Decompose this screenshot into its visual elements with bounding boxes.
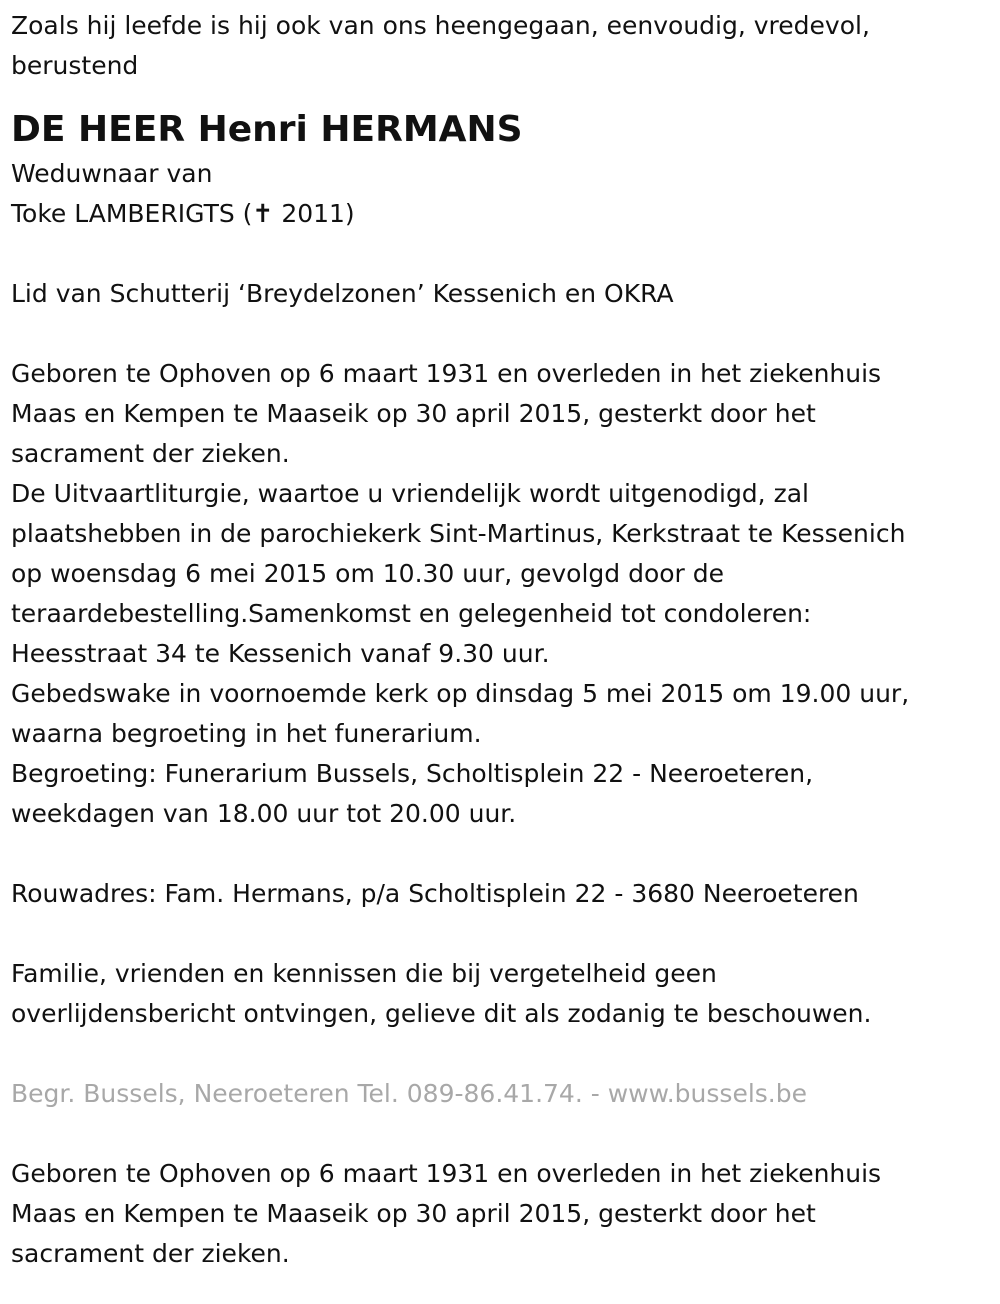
widower-line-2: Toke LAMBERIGTS (✝ 2011) [11,199,355,228]
intro-line-2: berustend [11,51,139,80]
notice-line-2: overlijdensbericht ontvingen, gelieve dit als zodanig te beschouwen. [11,999,872,1028]
details-line: Maas en Kempen te Maaseik op 30 april 2015, gesterkt door het [11,399,816,428]
funeral-home-footer: Begr. Bussels, Neeroeteren Tel. 089-86.41.74. - www.bussels.be [11,1079,807,1108]
details-line: Geboren te Ophoven op 6 maart 1931 en overleden in het ziekenhuis [11,359,882,388]
details-line: teraardebestelling.Samenkomst en gelegenheid tot condoleren: [11,599,812,628]
membership-line: Lid van Schutterij ‘Breydelzonen’ Kessenich en OKRA [11,279,674,308]
repeat-line: sacrament der zieken. [11,1239,290,1268]
details-line: Heesstraat 34 te Kessenich vanaf 9.30 uur. [11,639,550,668]
details-line: op woensdag 6 mei 2015 om 10.30 uur, gevolgd door de [11,559,725,588]
details-line: sacrament der zieken. [11,439,290,468]
intro-line-1: Zoals hij leefde is hij ook van ons heengegaan, eenvoudig, vredevol, [11,11,870,40]
mourning-address: Rouwadres: Fam. Hermans, p/a Scholtisplein 22 - 3680 Neeroeteren [11,879,859,908]
widower-line-1: Weduwnaar van [11,159,213,188]
details-line: Begroeting: Funerarium Bussels, Scholtisplein 22 - Neeroeteren, [11,759,814,788]
deceased-name-title: DE HEER Henri HERMANS [11,109,523,150]
details-line: waarna begroeting in het funerarium. [11,719,482,748]
repeat-block [11,1154,991,1274]
details-line: Gebedswake in voornoemde kerk op dinsdag 5 mei 2015 om 19.00 uur, [11,679,910,708]
details-line: De Uitvaartliturgie, waartoe u vriendelijk wordt uitgenodigd, zal [11,479,809,508]
notice-line-1: Familie, vrienden en kennissen die bij vergetelheid geen [11,959,717,988]
repeat-line: Maas en Kempen te Maaseik op 30 april 2015, gesterkt door het [11,1199,816,1228]
details-line: plaatshebben in de parochiekerk Sint-Martinus, Kerkstraat te Kessenich [11,519,906,548]
details-block [11,354,991,834]
obituary-document [11,6,991,1274]
repeat-line: Geboren te Ophoven op 6 maart 1931 en overleden in het ziekenhuis [11,1159,882,1188]
details-line: weekdagen van 18.00 uur tot 20.00 uur. [11,799,517,828]
